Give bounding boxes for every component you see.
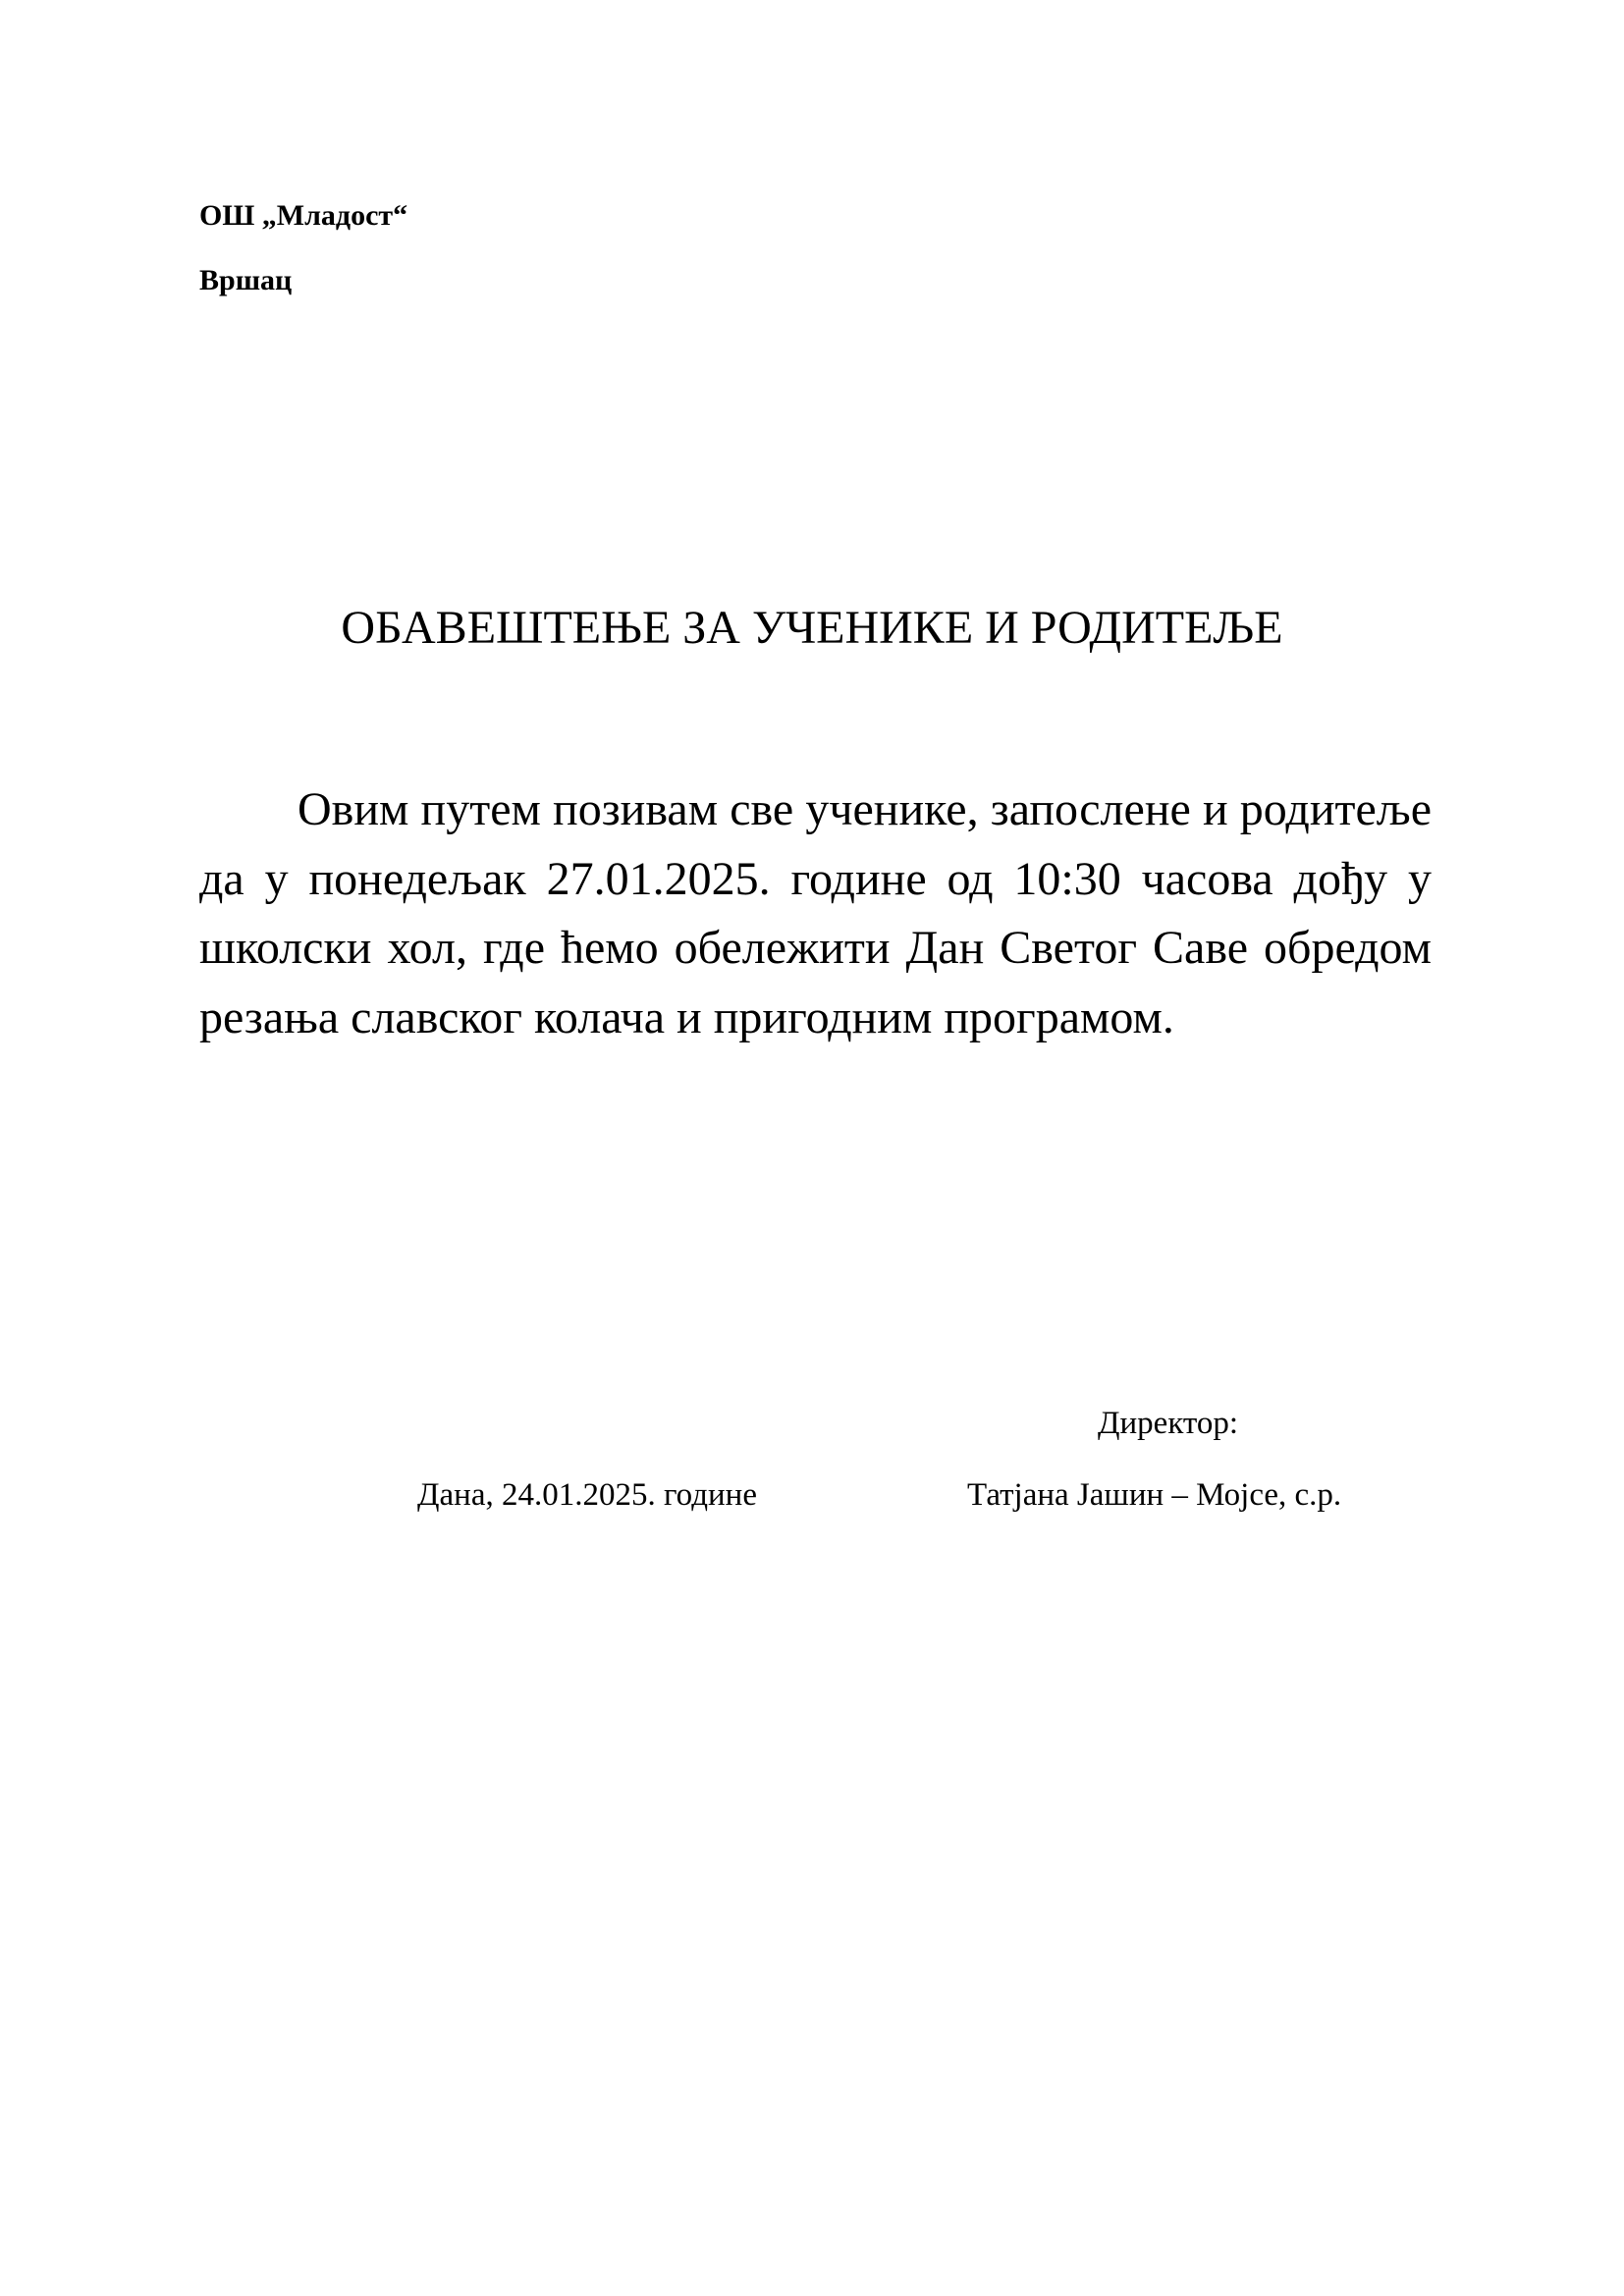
document-date: Дана, 24.01.2025. године [417, 1477, 757, 1513]
notice-body: Овим путем позивам све ученике, запослене и родитеље да у понедељак 27.01.2025. године од 10:30 часова дођу у школски хол, где ћемо обележити Дан Светог Саве обредом резања славског колача и пригодним програмом. [199, 783, 1432, 1043]
school-city: Вршац [199, 264, 293, 296]
school-name: ОШ „Младост“ [199, 199, 408, 232]
notice-title: ОБАВЕШТЕЊЕ ЗА УЧЕНИКЕ И РОДИТЕЉЕ [341, 602, 1283, 654]
director-label: Директор: [1098, 1406, 1239, 1441]
director-signature: Татјана Јашин – Мојсе, с.р. [967, 1477, 1342, 1513]
